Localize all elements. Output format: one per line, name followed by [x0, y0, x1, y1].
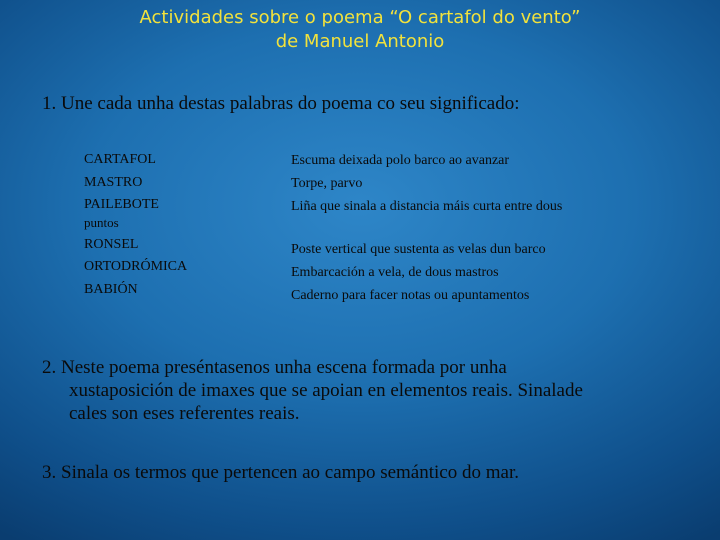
title-line-1: Actividades sobre o poema “O cartafol do vento”	[139, 7, 581, 28]
meanings-spacer	[291, 218, 711, 238]
word-item: ORTODRÓMICA	[84, 259, 188, 274]
word-item: CARTAFOL	[84, 152, 156, 167]
word-item: MASTRO	[84, 174, 143, 190]
words-column	[84, 149, 274, 301]
meaning-item: Liña que sinala a distancia máis curta entre dous	[291, 199, 563, 214]
question-2-line-3: cales son eses referentes reais.	[69, 403, 300, 424]
meanings-column	[291, 149, 711, 307]
title-line-2: de Manuel Antonio	[275, 31, 445, 52]
word-item: RONSEL	[84, 236, 139, 252]
word-item-continuation: puntos	[84, 214, 119, 230]
word-item: PAILEBOTE	[84, 197, 159, 212]
meaning-item: Caderno para facer notas ou apuntamentos	[291, 288, 530, 303]
question-2	[42, 356, 682, 425]
question-2-line-2: xustaposición de imaxes que se apoian en elementos reais. Sinalade	[69, 380, 583, 401]
question-1: 1. Une cada unha destas palabras do poema co seu significado:	[42, 93, 520, 114]
slide-title	[0, 6, 720, 54]
question-2-line-1: 2. Neste poema preséntasenos unha escena formada por unha	[42, 357, 507, 378]
meaning-item: Escuma deixada polo barco ao avanzar	[291, 153, 510, 168]
word-item: BABIÓN	[84, 281, 138, 297]
question-3: 3. Sinala os termos que pertencen ao campo semántico do mar.	[42, 462, 519, 483]
meaning-item: Embarcación a vela, de dous mastros	[291, 265, 499, 280]
meaning-item: Poste vertical que sustenta as velas dun barco	[291, 242, 546, 257]
meaning-item: Torpe, parvo	[291, 176, 363, 191]
